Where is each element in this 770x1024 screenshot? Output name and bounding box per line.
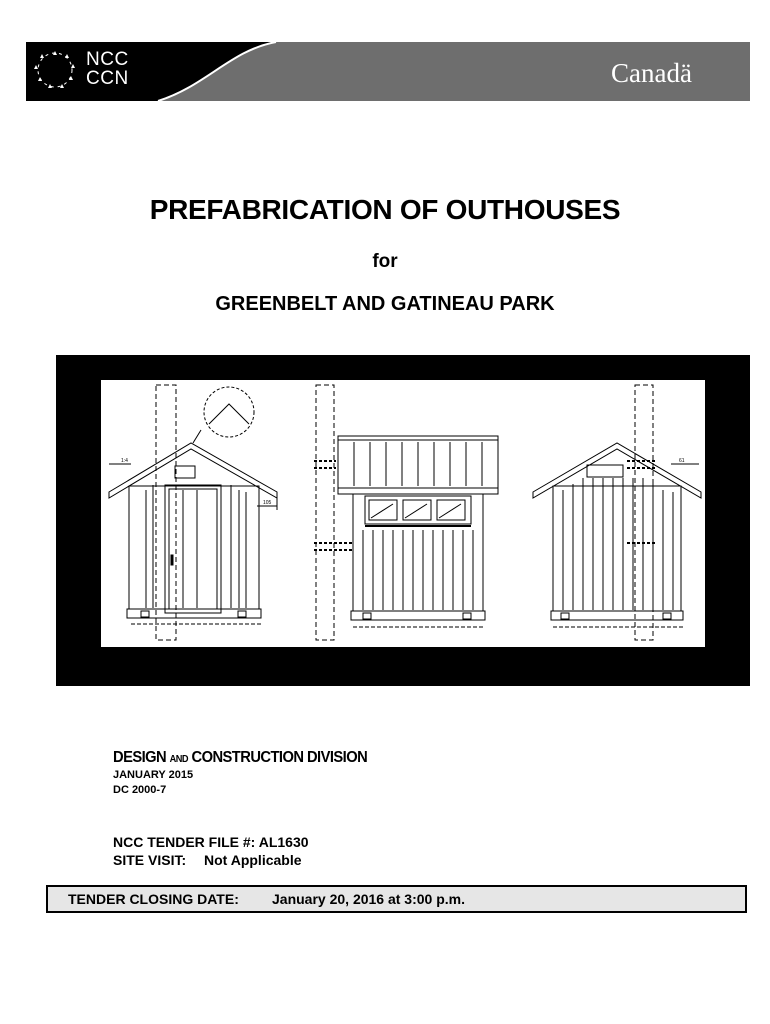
side-elevation-drawing: [314, 385, 498, 640]
document-subtitle: GREENBELT AND GATINEAU PARK: [215, 293, 555, 315]
for-text: for: [372, 251, 398, 272]
site-visit: [113, 852, 302, 868]
logo-line-ncc: NCC: [86, 49, 129, 70]
logo-line-ccn: CCN: [86, 68, 129, 89]
tender-file: NCC TENDER FILE #: AL1630: [113, 834, 309, 850]
drawing-frame: [56, 355, 750, 686]
site-visit-label: SITE VISIT:: [113, 852, 187, 868]
document-title: PREFABRICATION OF OUTHOUSES: [149, 194, 621, 225]
ncc-logo-text: [86, 50, 129, 88]
tender-closing-box: [46, 885, 747, 913]
outhouse-elevations-image: [101, 380, 705, 647]
rear-elevation-drawing: [533, 385, 701, 640]
division-code: DC 2000-7: [113, 784, 167, 796]
canada-wordmark: Canadä: [611, 58, 692, 88]
dim-label-right: 61: [679, 458, 685, 464]
site-visit-value: Not Applicable: [204, 852, 302, 868]
division-date: JANUARY 2015: [113, 769, 194, 781]
division-heading: [113, 749, 367, 767]
header-banner: [26, 42, 750, 101]
front-elevation-drawing: [109, 385, 277, 640]
closing-date-label: TENDER CLOSING DATE:: [68, 891, 239, 907]
outhouse-drawing: [101, 380, 705, 647]
division-and: AND: [169, 754, 188, 765]
division-part2: CONSTRUCTION DIVISION: [187, 749, 368, 766]
svg-text:1:4: 1:4: [121, 458, 128, 464]
division-part1: DESIGN: [113, 749, 170, 766]
dim-label-left: 105: [263, 500, 272, 506]
closing-date-value: January 20, 2016 at 3:00 p.m.: [272, 891, 465, 907]
